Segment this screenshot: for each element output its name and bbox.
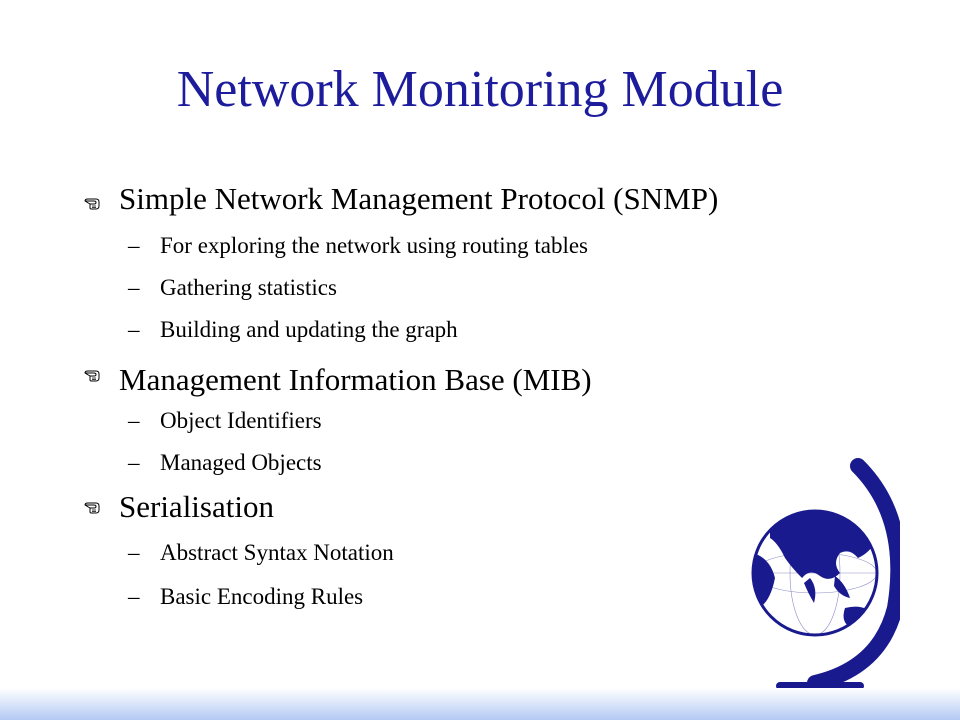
sub-item bbox=[128, 539, 394, 567]
sub-item-label: Gathering statistics bbox=[160, 275, 337, 300]
dash: – bbox=[128, 450, 140, 475]
sub-item bbox=[128, 274, 337, 302]
globe-icon bbox=[740, 458, 900, 693]
pointing-hand-icon bbox=[84, 500, 104, 514]
sub-item-label: Object Identifiers bbox=[160, 408, 322, 433]
sub-item-label: Basic Encoding Rules bbox=[160, 584, 364, 609]
footer-gradient-bar bbox=[0, 688, 960, 720]
dash: – bbox=[128, 408, 140, 433]
dash: – bbox=[128, 584, 140, 609]
sub-item bbox=[128, 232, 588, 260]
dash: – bbox=[128, 233, 140, 258]
sub-item bbox=[128, 316, 458, 344]
sub-item bbox=[128, 407, 322, 435]
sub-item-label: Managed Objects bbox=[160, 450, 322, 475]
bullet-item-snmp: Simple Network Management Protocol (SNMP) bbox=[119, 181, 719, 216]
sub-item-label: Abstract Syntax Notation bbox=[160, 540, 394, 565]
dash: – bbox=[128, 275, 140, 300]
sub-item-label: Building and updating the graph bbox=[160, 317, 458, 342]
bullet-item-mib: Management Information Base (MIB) bbox=[119, 362, 592, 397]
dash: – bbox=[128, 317, 140, 342]
pointing-hand-icon bbox=[84, 196, 104, 210]
sub-item bbox=[128, 449, 322, 477]
dash: – bbox=[128, 540, 140, 565]
pointing-hand-icon bbox=[84, 368, 104, 382]
sub-item-label: For exploring the network using routing tables bbox=[160, 233, 588, 258]
slide-title: Network Monitoring Module bbox=[176, 61, 784, 118]
sub-item bbox=[128, 583, 363, 611]
bullet-item-serialisation: Serialisation bbox=[119, 489, 274, 524]
